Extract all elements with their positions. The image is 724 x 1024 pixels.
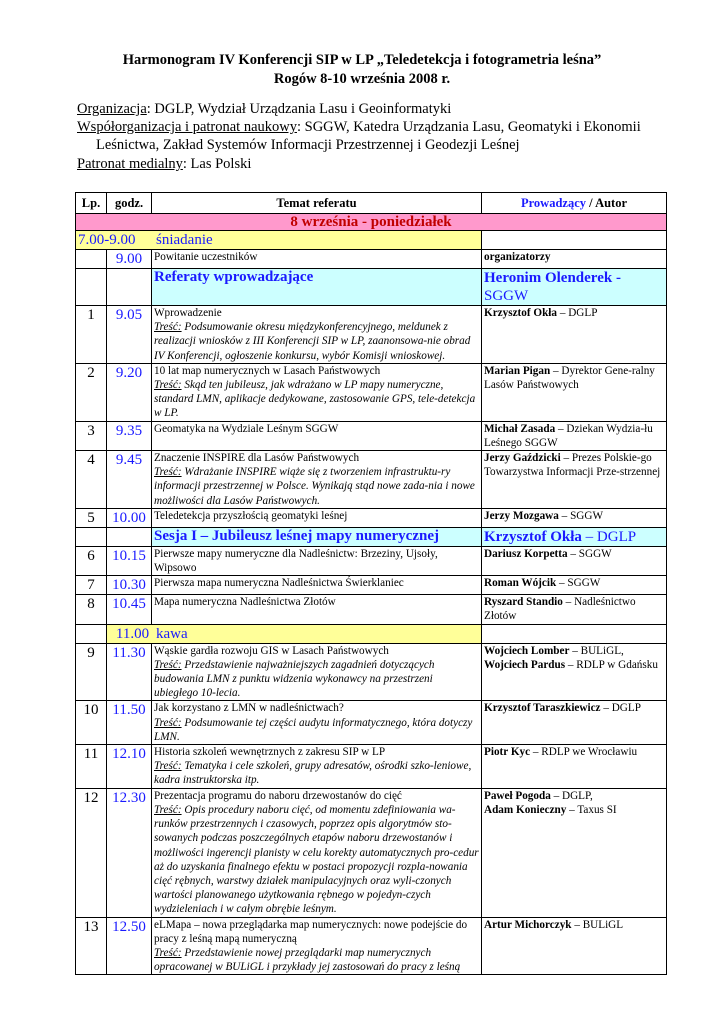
author2-affiliation: – RDLP w Gdańsku <box>565 658 658 671</box>
org-value: : DGLP, Wydział Urządzania Lasu i Geoinformatyki <box>146 101 452 117</box>
coorg-label: Współorganizacja i patronat naukowy <box>77 119 297 135</box>
row-number: 4 <box>76 451 107 509</box>
intro-session-title: Referaty wprowadzające <box>152 269 482 306</box>
breakfast-time: 7.00-9.00 <box>78 232 136 248</box>
row-topic <box>152 451 482 509</box>
row-topic <box>152 917 482 975</box>
welcome-presenter: organizatorzy <box>482 250 667 269</box>
row-number: 7 <box>76 576 107 595</box>
row-author <box>482 595 667 624</box>
row-topic <box>152 701 482 745</box>
row-time: 9.35 <box>107 421 152 450</box>
table-row <box>76 595 667 624</box>
row-time: 10.15 <box>107 546 152 575</box>
description-text: Przedstawienie nowej przeglądarki map numerycznych opracowanej w BULiGL i przykłady jej zastosowań do pracy z leśną <box>154 946 461 974</box>
row-topic <box>152 745 482 789</box>
row-author <box>482 917 667 975</box>
table-row <box>76 576 667 595</box>
description-text: Skąd ten jubileusz, jak wdrażano w LP mapy numeryczne, standard LMN, aplikacje dedykowane, zastosowanie GPS, tele-detekcja w LP. <box>154 379 476 420</box>
table-row <box>76 546 667 575</box>
row-time: 11.50 <box>107 701 152 745</box>
talk-title: Wąskie gardła rozwoju GIS w Lasach Państwowych <box>154 644 389 657</box>
talk-title: Wprowadzenie <box>154 307 222 319</box>
talk-description <box>154 803 479 917</box>
talk-title: Prezentacja programu do naboru drzewostanów do cięć <box>154 789 402 802</box>
media-value: : Las Polski <box>182 156 252 172</box>
description-text: Opis procedury naboru cięć, od momentu zdefiniowania wa-runków przestrzennych i czasowych, poprzez opis algorytmów sto-sowanych podczas poszczególnych etapów naboru drzewostanów i możliwości ingerencji planisty w celu korekty automatycznych pro-cedur aż do uzyskania finalnego efektu w postaci propozycji rozpla-nowania cięć rębnych, warstwy działek manipulacyjnych oraz wyli-czonych wartości planowanego użytkowania rębnego w pojedyn-czych wydzieleniach i w całym obrębie leśnym. <box>154 803 479 916</box>
talk-title: 10 lat map numerycznych w Lasach Państwowych <box>154 364 381 377</box>
org-label: Organizacja <box>77 101 147 117</box>
author2-name: Adam Konieczny <box>484 803 567 816</box>
row-time: 12.10 <box>107 745 152 789</box>
author-affiliation: – Nadleśnictwo Złotów <box>484 596 636 623</box>
row-time: 10.30 <box>107 576 152 595</box>
row-time: 9.45 <box>107 451 152 509</box>
coffee-empty <box>482 624 667 643</box>
table-row <box>76 421 667 450</box>
row-author <box>482 306 667 364</box>
row-author <box>482 576 667 595</box>
row-author <box>482 745 667 789</box>
author-name: Piotr Kyc <box>484 746 531 759</box>
row-number: 12 <box>76 788 107 917</box>
talk-title: Pierwsza mapa numeryczna Nadleśnictwa Świerklaniec <box>154 577 404 590</box>
rows-block-2 <box>76 546 667 624</box>
row-number: 9 <box>76 643 107 701</box>
day-row <box>76 214 667 231</box>
row-topic <box>152 306 482 364</box>
header-presenter <box>482 193 667 214</box>
author-name: Artur Michorczyk <box>484 918 572 931</box>
talk-title: Historia szkoleń wewnętrznych z zakresu SIP w LP <box>154 746 386 759</box>
session1-row <box>76 527 667 546</box>
author-name: Ryszard Standio <box>484 596 563 609</box>
row-number: 13 <box>76 917 107 975</box>
row-number: 10 <box>76 701 107 745</box>
row-number: 5 <box>76 508 107 527</box>
description-text: Przedstawienie najważniejszych zagadnień dotyczących budowania LMN z punktu widzenia wykonawcy na przestrzeni ubiegłego 10-lecia. <box>154 658 435 700</box>
header-time: godz. <box>107 193 152 214</box>
description-text: Podsumowanie tej części audytu informatycznego, która dotyczy LMN. <box>154 716 473 743</box>
coffee-row <box>76 624 667 643</box>
author-name: Marian Pigan <box>484 364 551 377</box>
author-affiliation: – Prezes Polskie-go Towarzystwa Informacji Prze-strzennej <box>484 452 661 479</box>
description-text: Wdrażanie INSPIRE wiąże się z tworzeniem infrastruktu-ry informacji przestrzennej w Polsce. Wynikają stąd nowe zada-nia i nowe możliwości dla Lasów Państwowych. <box>154 466 475 507</box>
day-label: 8 września - poniedziałek <box>76 214 667 231</box>
breakfast-cell <box>76 231 482 250</box>
table-row <box>76 451 667 509</box>
row-time: 9.20 <box>107 363 152 421</box>
row-author <box>482 363 667 421</box>
talk-title: Mapa numeryczna Nadleśnictwa Złotów <box>154 596 336 609</box>
author-affiliation: – Dyrektor Gene-ralny Lasów Państwowych <box>484 364 655 392</box>
row-author <box>482 421 667 450</box>
header-topic: Temat referatu <box>152 193 482 214</box>
session1-lp <box>76 527 107 546</box>
intro-chair-name: Heronim Olenderek - <box>484 270 621 286</box>
row-topic <box>152 643 482 701</box>
table-row <box>76 363 667 421</box>
rows-block-3 <box>76 643 667 975</box>
row-topic <box>152 576 482 595</box>
row-number: 2 <box>76 363 107 421</box>
table-row <box>76 306 667 364</box>
author2-affiliation: – Taxus SI <box>566 803 617 816</box>
welcome-topic: Powitanie uczestników <box>152 250 482 269</box>
row-author <box>482 788 667 917</box>
row-number: 6 <box>76 546 107 575</box>
intro-chair-affil: SGGW <box>484 288 529 304</box>
coffee-lp <box>76 624 107 643</box>
row-author <box>482 508 667 527</box>
author-name: Michał Zasada <box>484 422 556 435</box>
coffee-label: kawa <box>156 625 188 642</box>
row-number: 8 <box>76 595 107 624</box>
row-time: 12.50 <box>107 917 152 975</box>
session1-time <box>107 527 152 546</box>
schedule-table <box>75 192 667 975</box>
row-author <box>482 451 667 509</box>
author-name: Roman Wójcik <box>484 577 557 590</box>
description-label: Treść: <box>154 379 182 392</box>
talk-title: Geomatyka na Wydziale Leśnym SGGW <box>154 422 339 435</box>
author-affiliation: – BULiGL <box>571 918 624 931</box>
row-time: 10.00 <box>107 508 152 527</box>
welcome-row <box>76 250 667 269</box>
author-name: Wojciech Lomber <box>484 644 570 657</box>
breakfast-label: śniadanie <box>156 232 213 248</box>
document-subtitle: Rogów 8-10 września 2008 r. <box>273 71 451 87</box>
talk-description <box>154 320 479 363</box>
talk-title: Pierwsze mapy numeryczne dla Nadleśnictw: Brzeziny, Ujsoły, Wipsowo <box>154 547 438 575</box>
author2-name: Wojciech Pardus <box>484 658 566 671</box>
row-topic <box>152 421 482 450</box>
breakfast-empty <box>482 231 667 250</box>
author-affiliation: – BULiGL, <box>569 644 624 657</box>
description-text: Podsumowanie okresu międzykonferencyjnego, meldunek z realizacji wniosków z III Konferencji SIP w LP, zaanonsowa-nie obrad IV Konferencji, ogłoszenie konkursu, wybór Komisji wnioskowej. <box>154 321 471 362</box>
description-label: Treść: <box>154 658 182 671</box>
coorganization-line <box>77 118 641 137</box>
author-name: Dariusz Korpetta <box>484 547 568 560</box>
talk-title: Jak korzystano z LMN w nadleśnictwach? <box>154 702 344 715</box>
breakfast-row <box>76 231 667 250</box>
intro-time <box>107 269 152 306</box>
welcome-lp <box>76 250 107 269</box>
talk-title: Teledetekcja przyszłością geomatyki leśnej <box>154 509 348 522</box>
intro-session-chair <box>482 269 667 306</box>
table-row <box>76 701 667 745</box>
table-row <box>76 745 667 789</box>
talk-description <box>154 465 479 508</box>
row-number: 11 <box>76 745 107 789</box>
row-topic <box>152 508 482 527</box>
author-name: Jerzy Gaździcki <box>484 452 561 465</box>
author-name: Paweł Pogoda <box>484 789 551 802</box>
table-row <box>76 643 667 701</box>
description-label: Treść: <box>154 760 182 773</box>
media-patron-line <box>77 155 251 174</box>
row-author <box>482 701 667 745</box>
author-affiliation: – RDLP we Wrocławiu <box>530 746 638 759</box>
author-affiliation: – DGLP, <box>550 789 593 802</box>
description-label: Treść: <box>154 716 182 729</box>
description-label: Treść: <box>154 803 182 816</box>
author-affiliation: – Dziekan Wydzia-łu Leśnego SGGW <box>484 422 653 449</box>
organization-line <box>77 100 451 119</box>
coorg-value: : SGGW, Katedra Urządzania Lasu, Geomatyki i Ekonomii <box>296 119 641 135</box>
author-affiliation: – SGGW <box>558 509 604 522</box>
row-time: 12.30 <box>107 788 152 917</box>
author-affiliation: – DGLP <box>557 307 598 319</box>
row-number: 3 <box>76 421 107 450</box>
table-row <box>76 788 667 917</box>
table-row <box>76 508 667 527</box>
talk-description <box>154 658 479 701</box>
talk-title: eLMapa – nowa przeglądarka map numerycznych: nowe podejście do pracy z leśną mapą numeryczną <box>154 918 468 945</box>
row-topic <box>152 363 482 421</box>
header-presenter-label: Prowadzący <box>520 195 587 210</box>
header-lp: Lp. <box>76 193 107 214</box>
coorganization-continuation: Leśnictwa, Zakład Systemów Informacji Przestrzennej i Geodezji Leśnej <box>96 137 520 153</box>
row-time: 9.05 <box>107 306 152 364</box>
document-title: Harmonogram IV Konferencji SIP w LP „Teledetekcja i fotogrametria leśna” <box>122 52 602 68</box>
description-label: Treść: <box>154 466 182 479</box>
session1-chair-name: Krzysztof Okła <box>484 528 582 545</box>
talk-title: Znaczenie INSPIRE dla Lasów Państwowych <box>154 452 360 465</box>
talk-description <box>154 716 479 744</box>
talk-description <box>154 378 479 421</box>
author-affiliation: – SGGW <box>567 547 612 560</box>
welcome-time: 9.00 <box>107 250 152 269</box>
session1-chair-affil: – DGLP <box>581 528 637 545</box>
description-text: Tematyka i cele szkoleń, grupy adresatów, ośrodki szko-leniowe, kadra instruktorska itp. <box>154 760 472 787</box>
media-label: Patronat medialny <box>77 156 183 172</box>
row-topic <box>152 546 482 575</box>
header-author-label: Autor <box>595 195 628 210</box>
coffee-cell <box>107 624 482 643</box>
row-author <box>482 643 667 701</box>
description-label: Treść: <box>154 946 182 959</box>
row-time: 11.30 <box>107 643 152 701</box>
session1-title: Sesja I – Jubileusz leśnej mapy numerycznej <box>152 527 482 546</box>
coffee-time: 11.00 <box>115 625 150 642</box>
table-header <box>76 193 667 214</box>
talk-description <box>154 759 479 787</box>
row-number: 1 <box>76 306 107 364</box>
table-row <box>76 917 667 975</box>
row-time: 10.45 <box>107 595 152 624</box>
description-label: Treść: <box>154 321 182 334</box>
author-name: Jerzy Mozgawa <box>484 509 559 522</box>
intro-session-row <box>76 269 667 306</box>
intro-lp <box>76 269 107 306</box>
rows-block-1 <box>76 306 667 528</box>
author-name: Krzysztof Taraszkiewicz <box>484 702 601 715</box>
row-topic <box>152 788 482 917</box>
author-affiliation: – SGGW <box>556 577 601 590</box>
header-sep: / <box>586 195 596 210</box>
author-name: Krzysztof Okła <box>484 307 558 319</box>
row-topic <box>152 595 482 624</box>
row-author <box>482 546 667 575</box>
author-affiliation: – DGLP <box>600 702 641 715</box>
talk-description <box>154 946 479 974</box>
session1-chair <box>482 527 667 546</box>
